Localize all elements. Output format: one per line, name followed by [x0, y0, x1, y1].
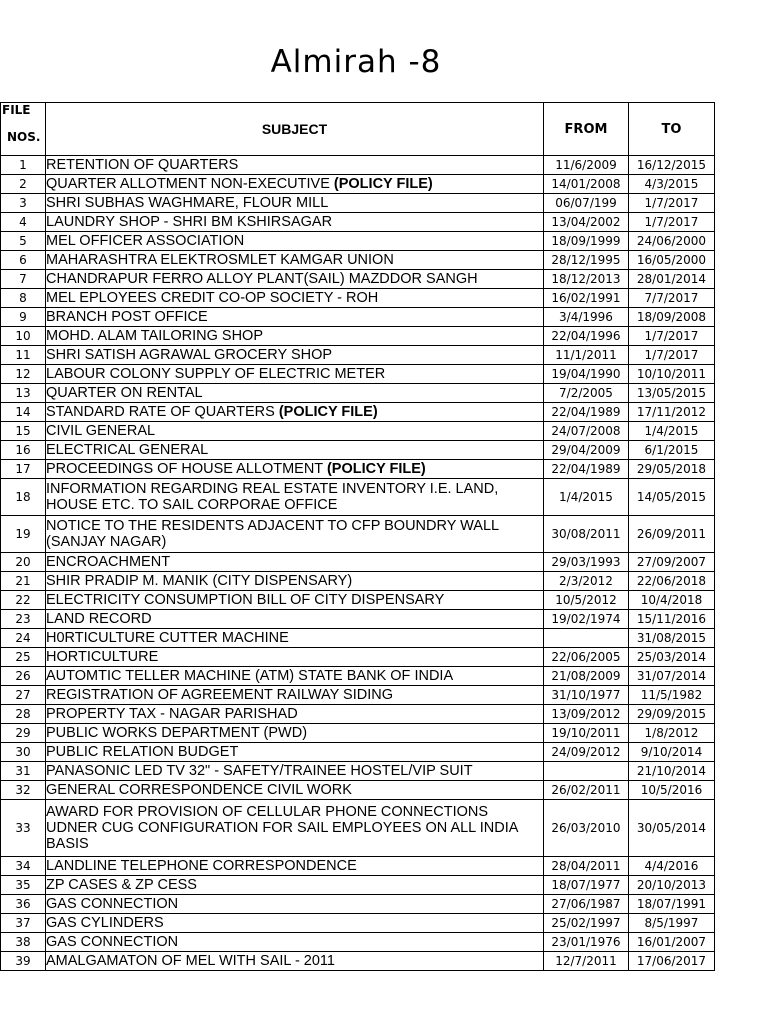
table-row — [1, 610, 715, 629]
table-row — [1, 441, 715, 460]
to-date-cell: 6/1/2015 — [629, 441, 715, 460]
from-date-cell: 21/08/2009 — [544, 667, 629, 686]
subject-text: PANASONIC LED TV 32" - SAFETY/TRAINEE HOSTEL/VIP SUIT — [46, 763, 473, 779]
table-row — [1, 384, 715, 403]
file-number-cell: 8 — [1, 289, 46, 308]
from-date-cell: 12/7/2011 — [544, 952, 629, 971]
from-date-cell — [544, 762, 629, 781]
subject-text: PROCEEDINGS OF HOUSE ALLOTMENT — [46, 461, 327, 477]
subject-cell — [46, 648, 544, 667]
subject-text: CIVIL GENERAL — [46, 423, 156, 439]
subject-text: AMALGAMATON OF MEL WITH SAIL - 2011 — [46, 953, 335, 969]
subject-cell — [46, 251, 544, 270]
from-date-cell: 19/10/2011 — [544, 724, 629, 743]
from-date-cell: 11/6/2009 — [544, 156, 629, 175]
from-date-cell: 11/1/2011 — [544, 346, 629, 365]
from-date-cell: 18/12/2013 — [544, 270, 629, 289]
to-date-cell: 1/7/2017 — [629, 346, 715, 365]
subject-cell — [46, 781, 544, 800]
table-row — [1, 270, 715, 289]
to-date-cell: 18/09/2008 — [629, 308, 715, 327]
subject-text: GENERAL CORRESPONDENCE CIVIL WORK — [46, 782, 352, 798]
subject-text: PUBLIC WORKS DEPARTMENT (PWD) — [46, 725, 308, 741]
table-row — [1, 914, 715, 933]
subject-cell — [46, 346, 544, 365]
from-date-cell: 31/10/1977 — [544, 686, 629, 705]
subject-text: ELECTRICITY CONSUMPTION BILL OF CITY DISPENSARY — [46, 592, 445, 608]
from-date-cell: 22/06/2005 — [544, 648, 629, 667]
to-date-cell: 20/10/2013 — [629, 876, 715, 895]
subject-cell — [46, 460, 544, 479]
file-number-cell: 2 — [1, 175, 46, 194]
to-date-cell: 4/3/2015 — [629, 175, 715, 194]
subject-text: HORTICULTURE — [46, 649, 159, 665]
subject-cell — [46, 441, 544, 460]
subject-cell — [46, 743, 544, 762]
table-row — [1, 516, 715, 553]
from-date-cell: 18/09/1999 — [544, 232, 629, 251]
to-date-cell: 1/7/2017 — [629, 213, 715, 232]
table-row — [1, 175, 715, 194]
to-date-cell: 31/08/2015 — [629, 629, 715, 648]
table-row — [1, 591, 715, 610]
table-row — [1, 460, 715, 479]
to-date-cell: 30/05/2014 — [629, 800, 715, 857]
subject-text: QUARTER ON RENTAL — [46, 385, 203, 401]
to-date-cell: 25/03/2014 — [629, 648, 715, 667]
table-row — [1, 629, 715, 648]
subject-text: MEL OFFICER ASSOCIATION — [46, 233, 245, 249]
subject-cell — [46, 553, 544, 572]
table-row — [1, 952, 715, 971]
table-header-row — [1, 103, 715, 156]
subject-text: SHRI SUBHAS WAGHMARE, FLOUR MILL — [46, 195, 329, 211]
from-date-cell: 23/01/1976 — [544, 933, 629, 952]
from-date-cell: 22/04/1996 — [544, 327, 629, 346]
from-date-cell: 27/06/1987 — [544, 895, 629, 914]
to-date-cell: 4/4/2016 — [629, 857, 715, 876]
subject-cell — [46, 308, 544, 327]
header-to: TO — [629, 103, 715, 156]
file-number-cell: 33 — [1, 800, 46, 857]
file-number-cell: 4 — [1, 213, 46, 232]
file-number-cell: 1 — [1, 156, 46, 175]
subject-text: PROPERTY TAX - NAGAR PARISHAD — [46, 706, 298, 722]
header-file-nos — [1, 103, 46, 156]
file-number-cell: 26 — [1, 667, 46, 686]
subject-cell — [46, 952, 544, 971]
table-row — [1, 553, 715, 572]
header-file-line2: NOS. — [7, 130, 41, 144]
table-row — [1, 724, 715, 743]
file-number-cell: 30 — [1, 743, 46, 762]
from-date-cell: 28/04/2011 — [544, 857, 629, 876]
file-number-cell: 37 — [1, 914, 46, 933]
subject-cell — [46, 629, 544, 648]
subject-cell — [46, 800, 544, 857]
table-row — [1, 156, 715, 175]
from-date-cell: 22/04/1989 — [544, 403, 629, 422]
to-date-cell: 16/05/2000 — [629, 251, 715, 270]
subject-text: GAS CONNECTION — [46, 934, 179, 950]
to-date-cell: 16/01/2007 — [629, 933, 715, 952]
to-date-cell: 29/05/2018 — [629, 460, 715, 479]
file-number-cell: 23 — [1, 610, 46, 629]
subject-cell — [46, 895, 544, 914]
from-date-cell: 24/09/2012 — [544, 743, 629, 762]
subject-bold-text: (POLICY FILE) — [326, 461, 426, 477]
from-date-cell: 10/5/2012 — [544, 591, 629, 610]
subject-cell — [46, 705, 544, 724]
file-number-cell: 16 — [1, 441, 46, 460]
table-row — [1, 308, 715, 327]
to-date-cell: 17/11/2012 — [629, 403, 715, 422]
subject-text: CHANDRAPUR FERRO ALLOY PLANT(SAIL) MAZDDOR SANGH — [46, 271, 478, 287]
subject-cell — [46, 686, 544, 705]
file-number-cell: 19 — [1, 516, 46, 553]
subject-text: ELECTRICAL GENERAL — [46, 442, 209, 458]
table-row — [1, 213, 715, 232]
subject-cell — [46, 270, 544, 289]
subject-text: QUARTER ALLOTMENT NON-EXECUTIVE — [46, 176, 334, 192]
from-date-cell: 7/2/2005 — [544, 384, 629, 403]
table-row — [1, 251, 715, 270]
from-date-cell: 22/04/1989 — [544, 460, 629, 479]
subject-cell — [46, 289, 544, 308]
subject-cell — [46, 876, 544, 895]
from-date-cell: 3/4/1996 — [544, 308, 629, 327]
table-row — [1, 857, 715, 876]
file-number-cell: 22 — [1, 591, 46, 610]
file-number-cell: 39 — [1, 952, 46, 971]
subject-cell — [46, 194, 544, 213]
table-row — [1, 194, 715, 213]
subject-cell — [46, 403, 544, 422]
file-number-cell: 5 — [1, 232, 46, 251]
table-row — [1, 572, 715, 591]
subject-text: AUTOMTIC TELLER MACHINE (ATM) STATE BANK OF INDIA — [46, 668, 454, 684]
from-date-cell: 1/4/2015 — [544, 479, 629, 516]
from-date-cell: 18/07/1977 — [544, 876, 629, 895]
subject-text: INFORMATION REGARDING REAL ESTATE INVENTORY I.E. LAND, HOUSE ETC. TO SAIL CORPORAE OFFICE — [46, 481, 499, 513]
from-date-cell: 25/02/1997 — [544, 914, 629, 933]
file-number-cell: 24 — [1, 629, 46, 648]
subject-text: MAHARASHTRA ELEKTROSMLET KAMGAR UNION — [46, 252, 394, 268]
subject-cell — [46, 762, 544, 781]
subject-cell — [46, 572, 544, 591]
subject-text: PUBLIC RELATION BUDGET — [46, 744, 239, 760]
to-date-cell: 22/06/2018 — [629, 572, 715, 591]
file-number-cell: 18 — [1, 479, 46, 516]
table-row — [1, 933, 715, 952]
to-date-cell: 1/4/2015 — [629, 422, 715, 441]
table-row — [1, 346, 715, 365]
table-row — [1, 895, 715, 914]
table-row — [1, 743, 715, 762]
file-number-cell: 35 — [1, 876, 46, 895]
subject-text: GAS CYLINDERS — [46, 915, 164, 931]
file-number-cell: 14 — [1, 403, 46, 422]
subject-text: LANDLINE TELEPHONE CORRESPONDENCE — [46, 858, 357, 874]
header-file-line1: FILE — [2, 103, 31, 117]
subject-text: GAS CONNECTION — [46, 896, 179, 912]
subject-text: NOTICE TO THE RESIDENTS ADJACENT TO CFP BOUNDRY WALL (SANJAY NAGAR) — [46, 518, 499, 550]
file-number-cell: 9 — [1, 308, 46, 327]
file-number-cell: 13 — [1, 384, 46, 403]
to-date-cell: 1/8/2012 — [629, 724, 715, 743]
table-row — [1, 686, 715, 705]
file-number-cell: 27 — [1, 686, 46, 705]
to-date-cell: 13/05/2015 — [629, 384, 715, 403]
table-row — [1, 422, 715, 441]
file-number-cell: 36 — [1, 895, 46, 914]
subject-bold-text: (POLICY FILE) — [333, 176, 433, 192]
from-date-cell: 24/07/2008 — [544, 422, 629, 441]
subject-cell — [46, 591, 544, 610]
table-row — [1, 800, 715, 857]
to-date-cell: 10/5/2016 — [629, 781, 715, 800]
table-row — [1, 365, 715, 384]
to-date-cell: 10/10/2011 — [629, 365, 715, 384]
subject-text: LAUNDRY SHOP - SHRI BM KSHIRSAGAR — [46, 214, 333, 230]
subject-text: BRANCH POST OFFICE — [46, 309, 208, 325]
table-body — [1, 156, 715, 971]
file-number-cell: 20 — [1, 553, 46, 572]
subject-text: SHRI SATISH AGRAWAL GROCERY SHOP — [46, 347, 333, 363]
subject-text: AWARD FOR PROVISION OF CELLULAR PHONE CONNECTIONS UDNER CUG CONFIGURATION FOR SAIL EMPLOYEES ON ALL INDIA BASIS — [46, 804, 518, 852]
from-date-cell: 19/02/1974 — [544, 610, 629, 629]
subject-text: REGISTRATION OF AGREEMENT RAILWAY SIDING — [46, 687, 393, 703]
table-row — [1, 705, 715, 724]
table-row — [1, 667, 715, 686]
to-date-cell: 8/5/1997 — [629, 914, 715, 933]
to-date-cell: 31/07/2014 — [629, 667, 715, 686]
table-row — [1, 232, 715, 251]
subject-cell — [46, 914, 544, 933]
file-number-cell: 6 — [1, 251, 46, 270]
subject-text: MOHD. ALAM TAILORING SHOP — [46, 328, 264, 344]
subject-cell — [46, 724, 544, 743]
subject-bold-text: (POLICY FILE) — [278, 404, 378, 420]
to-date-cell: 9/10/2014 — [629, 743, 715, 762]
to-date-cell: 7/7/2017 — [629, 289, 715, 308]
table-row — [1, 289, 715, 308]
table-row — [1, 781, 715, 800]
table-row — [1, 479, 715, 516]
file-number-cell: 32 — [1, 781, 46, 800]
header-subject: SUBJECT — [46, 103, 544, 156]
to-date-cell: 14/05/2015 — [629, 479, 715, 516]
from-date-cell: 26/03/2010 — [544, 800, 629, 857]
table-row — [1, 876, 715, 895]
subject-text: MEL EPLOYEES CREDIT CO-OP SOCIETY - ROH — [46, 290, 379, 306]
page-title: Almirah -8 — [270, 44, 442, 80]
subject-cell — [46, 213, 544, 232]
file-number-cell: 17 — [1, 460, 46, 479]
file-number-cell: 25 — [1, 648, 46, 667]
from-date-cell: 16/02/1991 — [544, 289, 629, 308]
header-from: FROM — [544, 103, 629, 156]
file-number-cell: 38 — [1, 933, 46, 952]
table-row — [1, 403, 715, 422]
subject-cell — [46, 232, 544, 251]
from-date-cell: 28/12/1995 — [544, 251, 629, 270]
file-number-cell: 7 — [1, 270, 46, 289]
subject-cell — [46, 610, 544, 629]
table-row — [1, 327, 715, 346]
subject-cell — [46, 933, 544, 952]
from-date-cell: 13/09/2012 — [544, 705, 629, 724]
subject-text: LAND RECORD — [46, 611, 152, 627]
from-date-cell: 14/01/2008 — [544, 175, 629, 194]
to-date-cell: 10/4/2018 — [629, 591, 715, 610]
subject-cell — [46, 667, 544, 686]
file-number-cell: 11 — [1, 346, 46, 365]
from-date-cell: 2/3/2012 — [544, 572, 629, 591]
subject-cell — [46, 327, 544, 346]
to-date-cell: 24/06/2000 — [629, 232, 715, 251]
subject-cell — [46, 156, 544, 175]
to-date-cell: 27/09/2007 — [629, 553, 715, 572]
file-register-table — [0, 102, 715, 971]
to-date-cell: 26/09/2011 — [629, 516, 715, 553]
file-number-cell: 15 — [1, 422, 46, 441]
subject-cell — [46, 422, 544, 441]
from-date-cell: 06/07/199 — [544, 194, 629, 213]
file-number-cell: 29 — [1, 724, 46, 743]
from-date-cell — [544, 629, 629, 648]
from-date-cell: 13/04/2002 — [544, 213, 629, 232]
subject-text: STANDARD RATE OF QUARTERS — [46, 404, 279, 420]
subject-cell — [46, 384, 544, 403]
to-date-cell: 17/06/2017 — [629, 952, 715, 971]
subject-text: SHIR PRADIP M. MANIK (CITY DISPENSARY) — [46, 573, 353, 589]
subject-cell — [46, 857, 544, 876]
file-number-cell: 31 — [1, 762, 46, 781]
file-number-cell: 28 — [1, 705, 46, 724]
to-date-cell: 29/09/2015 — [629, 705, 715, 724]
subject-text: ENCROACHMENT — [46, 554, 171, 570]
from-date-cell: 29/04/2009 — [544, 441, 629, 460]
to-date-cell: 1/7/2017 — [629, 194, 715, 213]
to-date-cell: 18/07/1991 — [629, 895, 715, 914]
file-number-cell: 21 — [1, 572, 46, 591]
subject-cell — [46, 175, 544, 194]
subject-text: LABOUR COLONY SUPPLY OF ELECTRIC METER — [46, 366, 386, 382]
from-date-cell: 29/03/1993 — [544, 553, 629, 572]
subject-text: H0RTICULTURE CUTTER MACHINE — [46, 630, 289, 646]
from-date-cell: 26/02/2011 — [544, 781, 629, 800]
file-number-cell: 34 — [1, 857, 46, 876]
subject-text: ZP CASES & ZP CESS — [46, 877, 197, 893]
table-row — [1, 648, 715, 667]
file-number-cell: 10 — [1, 327, 46, 346]
file-number-cell: 3 — [1, 194, 46, 213]
to-date-cell: 15/11/2016 — [629, 610, 715, 629]
subject-text: RETENTION OF QUARTERS — [46, 157, 239, 173]
subject-cell — [46, 479, 544, 516]
from-date-cell: 30/08/2011 — [544, 516, 629, 553]
to-date-cell: 1/7/2017 — [629, 327, 715, 346]
to-date-cell: 28/01/2014 — [629, 270, 715, 289]
subject-cell — [46, 365, 544, 384]
from-date-cell: 19/04/1990 — [544, 365, 629, 384]
to-date-cell: 11/5/1982 — [629, 686, 715, 705]
subject-cell — [46, 516, 544, 553]
table-row — [1, 762, 715, 781]
to-date-cell: 16/12/2015 — [629, 156, 715, 175]
file-number-cell: 12 — [1, 365, 46, 384]
to-date-cell: 21/10/2014 — [629, 762, 715, 781]
